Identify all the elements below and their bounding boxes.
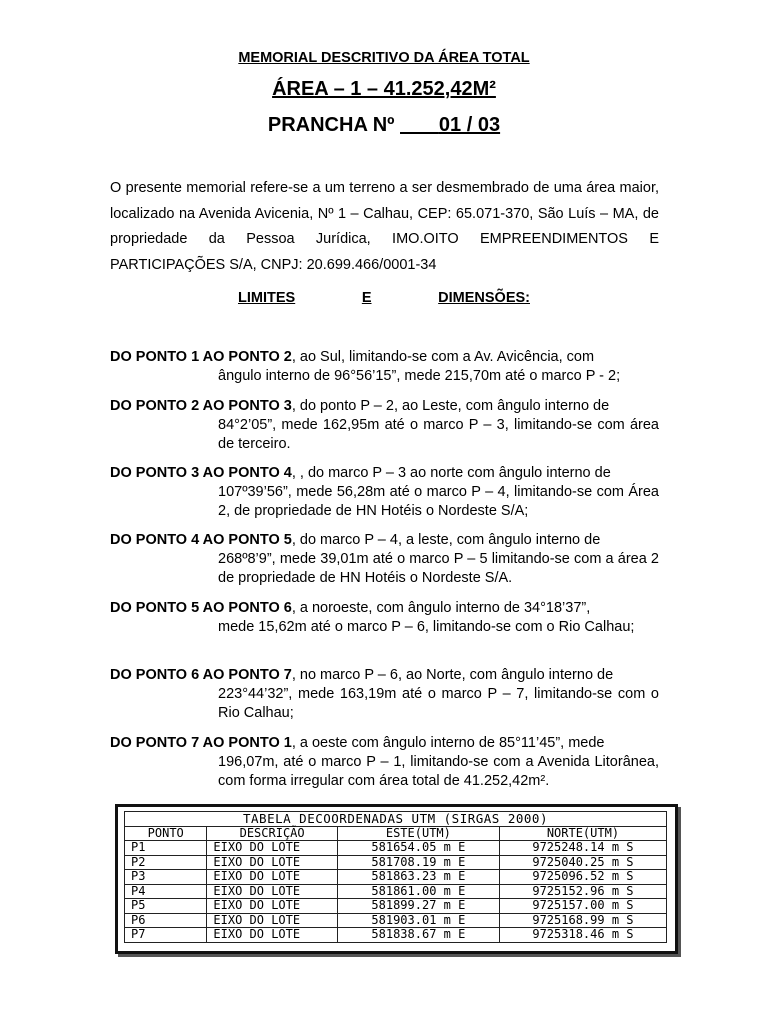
cell-ponto: P6 — [125, 913, 207, 928]
segment-first-line: , a noroeste, com ângulo interno de 34°18’37”, — [291, 600, 591, 616]
segment-continuation: 107º39’56”, mede 56,28m até o marco P – 4, limitando-se com Área 2, de propriedade de HN Hotéis o Nordeste S/A; — [218, 484, 659, 519]
cell-este: 581654.05 m E — [337, 841, 499, 856]
document-title: MEMORIAL DESCRITIVO DA ÁREA TOTAL — [238, 50, 530, 66]
segment-first-line: , ao Sul, limitando-se com a Av. Avicência, com — [291, 349, 595, 365]
intro-paragraph: O presente memorial refere-se a um terreno a ser desmembrado de uma área maior, localizado na Avenida Avicenia, Nº 1 – Calhau, CEP: 65.071-370, São Luís – MA, de propriedade da Pessoa Jurídica, IMO.OITO EMPREENDIMENTOS E PARTICIPAÇÕES S/A, CNPJ: 20.699.466/0001-34 — [110, 180, 659, 273]
segment-first-line: , no marco P – 6, ao Norte, com ângulo interno de — [291, 667, 614, 683]
coordinates-table-frame — [115, 804, 678, 954]
cell-norte: 9725152.96 m S — [499, 884, 666, 899]
table-row — [125, 928, 667, 943]
header-norte: NORTE(UTM) — [499, 826, 666, 841]
cell-ponto: P7 — [125, 928, 207, 943]
segment-continuation: 84°2’05”, mede 162,95m até o marco P – 3, limitando-se com área de terceiro. — [218, 417, 659, 452]
table-title: TABELA DECOORDENADAS UTM (SIRGAS 2000) — [125, 812, 667, 827]
segment-lead: DO PONTO 3 AO PONTO 4 — [110, 465, 292, 481]
segment-continuation: mede 15,62m até o marco P – 6, limitando-se com o Rio Calhau; — [218, 619, 635, 635]
segment-7 — [110, 734, 659, 791]
segment-continuation: 223°44’32”, mede 163,19m até o marco P – 7, limitando-se com o Rio Calhau; — [218, 686, 659, 721]
segment-lead: DO PONTO 5 AO PONTO 6 — [110, 600, 292, 616]
limits-word-1: LIMITES — [238, 290, 296, 306]
header-este: ESTE(UTM) — [337, 826, 499, 841]
cell-ponto: P4 — [125, 884, 207, 899]
header-ponto: PONTO — [125, 826, 207, 841]
cell-este: 581708.19 m E — [337, 855, 499, 870]
cell-norte: 9725248.14 m S — [499, 841, 666, 856]
cell-descricao: EIXO DO LOTE — [207, 870, 337, 885]
segment-3 — [110, 464, 659, 521]
segment-lead: DO PONTO 6 AO PONTO 7 — [110, 667, 292, 683]
segment-6 — [110, 666, 659, 723]
cell-descricao: EIXO DO LOTE — [207, 928, 337, 943]
segment-4 — [110, 531, 659, 588]
segment-lead: DO PONTO 4 AO PONTO 5 — [110, 532, 292, 548]
cell-norte: 9725096.52 m S — [499, 870, 666, 885]
segment-lead: DO PONTO 2 AO PONTO 3 — [110, 398, 292, 414]
area-heading: ÁREA – 1 – 41.252,42M² — [272, 78, 496, 100]
segment-continuation: 196,07m, até o marco P – 1, limitando-se com a Avenida Litorânea, com forma irregular com área total de 41.252,42m². — [218, 754, 659, 789]
table-header-row — [125, 826, 667, 841]
segment-first-line: , a oeste com ângulo interno de 85°11’45”, mede — [291, 735, 605, 751]
segment-first-line: , do ponto P – 2, ao Leste, com ângulo interno de — [291, 398, 610, 414]
cell-este: 581838.67 m E — [337, 928, 499, 943]
prancha-heading — [0, 114, 768, 137]
coordinates-table — [124, 811, 667, 943]
cell-este: 581899.27 m E — [337, 899, 499, 914]
table-row — [125, 870, 667, 885]
cell-ponto: P5 — [125, 899, 207, 914]
cell-este: 581863.23 m E — [337, 870, 499, 885]
segment-lead: DO PONTO 7 AO PONTO 1 — [110, 735, 292, 751]
cell-norte: 9725040.25 m S — [499, 855, 666, 870]
cell-norte: 9725157.00 m S — [499, 899, 666, 914]
cell-ponto: P3 — [125, 870, 207, 885]
segment-first-line: , , do marco P – 3 ao norte com ângulo interno de — [291, 465, 611, 481]
segment-first-line: , do marco P – 4, a leste, com ângulo interno de — [291, 532, 601, 548]
limits-word-3: DIMENSÕES: — [438, 290, 530, 306]
cell-descricao: EIXO DO LOTE — [207, 841, 337, 856]
table-row — [125, 841, 667, 856]
prancha-label: PRANCHA Nº — [267, 114, 395, 136]
segment-2 — [110, 397, 659, 454]
limits-heading — [238, 290, 530, 306]
table-row — [125, 884, 667, 899]
cell-norte: 9725168.99 m S — [499, 913, 666, 928]
cell-descricao: EIXO DO LOTE — [207, 899, 337, 914]
cell-ponto: P2 — [125, 855, 207, 870]
cell-descricao: EIXO DO LOTE — [207, 884, 337, 899]
cell-descricao: EIXO DO LOTE — [207, 855, 337, 870]
segment-5 — [110, 599, 659, 637]
table-row — [125, 855, 667, 870]
segment-lead: DO PONTO 1 AO PONTO 2 — [110, 349, 292, 365]
segment-1 — [110, 348, 659, 386]
cell-este: 581861.00 m E — [337, 884, 499, 899]
segment-continuation: ângulo interno de 96°56’15”, mede 215,70m até o marco P - 2; — [218, 368, 621, 384]
table-row — [125, 899, 667, 914]
cell-norte: 9725318.46 m S — [499, 928, 666, 943]
cell-descricao: EIXO DO LOTE — [207, 913, 337, 928]
cell-este: 581903.01 m E — [337, 913, 499, 928]
header-descricao: DESCRIÇÃO — [207, 826, 337, 841]
prancha-value: 01 / 03 — [438, 114, 501, 136]
segment-continuation: 268º8’9”, mede 39,01m até o marco P – 5 limitando-se com a área 2 de propriedade de HN Hotéis o Nordeste S/A. — [218, 551, 659, 586]
cell-ponto: P1 — [125, 841, 207, 856]
table-row — [125, 913, 667, 928]
limits-word-2: E — [361, 290, 372, 306]
